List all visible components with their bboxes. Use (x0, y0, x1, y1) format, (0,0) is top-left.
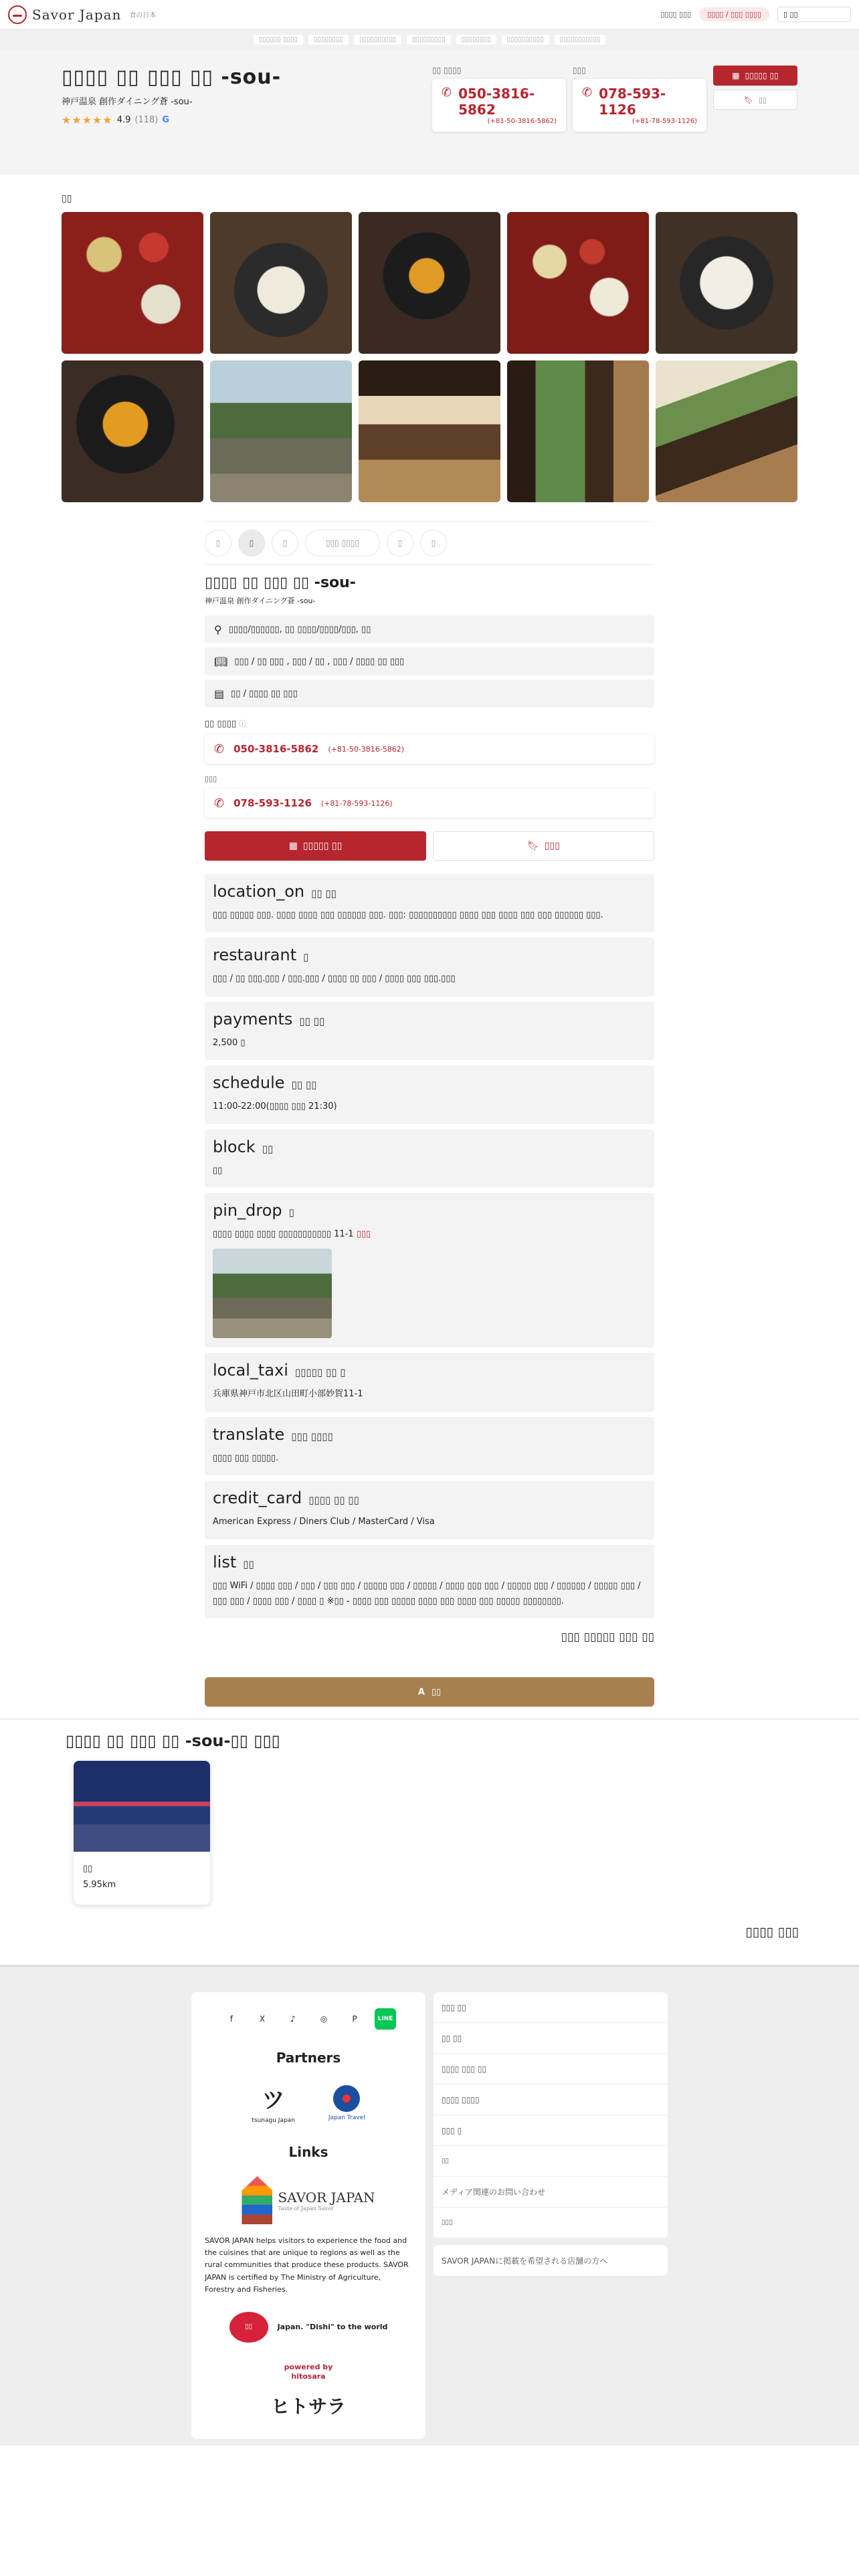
detail-text: ▯▯▯ / ▯▯ ▯▯▯.▯▯▯ / ▯▯▯.▯▯▯ / ▯▯▯▯ ▯▯ ▯▯▯ / ▯▯▯▯ ▯▯▯ ▯▯▯.▯▯▯ (213, 974, 456, 984)
main-content (205, 502, 654, 1707)
more-details-link[interactable]: ▯▯▯ ▯▯▯▯▯ ▯▯▯ ▯▯ (561, 1630, 654, 1644)
detail-card-price (205, 1002, 654, 1060)
social-links (205, 2008, 412, 2030)
detail-title: ▯ (288, 1206, 294, 1218)
translate-icon: translate (213, 1424, 285, 1444)
reserve-phone-label-text: ▯▯ ▯▯▯▯ (205, 718, 237, 729)
help-icon: ⓘ (239, 720, 247, 728)
calendar-icon: ▦ (288, 841, 298, 851)
calendar-icon: ▦ (732, 71, 740, 80)
map-link[interactable]: ▯▯▯ (356, 1228, 371, 1239)
menu-book-icon: 📖︎ (214, 655, 228, 668)
detail-title: ▯▯ ▯▯ (311, 887, 337, 899)
tsunagu-mark-icon: ツ (262, 2087, 285, 2115)
detail-card-closed (205, 1130, 654, 1188)
reserve-phone-row[interactable] (205, 734, 654, 764)
detail-card-access (205, 874, 654, 932)
facebook-icon[interactable]: f (229, 2014, 233, 2024)
save-button-label: ▯▯▯ (544, 841, 560, 851)
info-row-text: ▯▯▯▯/▯▯▯▯▯▯, ▯▯ ▯▯▯▯/▯▯▯▯/▯▯▯, ▯▯ (228, 624, 371, 635)
payments-icon: payments (213, 1009, 293, 1029)
breadcrumb-item[interactable]: ▯▯▯▯▯▯ ▯▯▯▯ (254, 35, 303, 45)
breadcrumb-item[interactable]: ▯▯▯▯▯▯▯▯▯ (407, 35, 451, 45)
hitosara-logo[interactable]: ヒトサラ (270, 2395, 346, 2418)
top-nav (660, 7, 851, 22)
inquiry-phone-label: ▯▯▯ (573, 66, 586, 75)
list-icon: list (213, 1552, 237, 1572)
footer-link[interactable]: メディア関連のお問い合わせ (434, 2177, 668, 2208)
partner-logos (205, 2082, 412, 2124)
powered-by (205, 2363, 412, 2382)
savor-name: SAVOR JAPAN (278, 2189, 375, 2206)
footer-link[interactable]: ▯▯▯ ▯▯ (434, 1992, 668, 2023)
reserve-phone-label-main (205, 718, 654, 729)
tsunagu-logo[interactable] (252, 2082, 295, 2124)
brand-subtitle: 食の日本 (129, 12, 157, 19)
translate-icon: A (417, 1687, 425, 1697)
detail-card-payment (205, 1481, 654, 1539)
line-icon[interactable]: LINE (375, 2008, 396, 2030)
breadcrumb-item[interactable]: ▯▯▯▯▯▯▯▯ (456, 35, 496, 45)
gallery-photo[interactable] (62, 360, 203, 502)
contact-area (432, 66, 797, 132)
tiktok-icon[interactable]: ♪ (290, 2014, 296, 2024)
photo-gallery (0, 212, 859, 502)
footer-link[interactable]: ▯▯▯ ▯ (434, 2115, 668, 2146)
inquiry-phone-intl: (+81-78-593-1126) (632, 118, 697, 125)
detail-text: ▯▯▯▯ ▯▯▯ ▯▯▯▯▯. (213, 1453, 279, 1463)
tab-3[interactable]: ▯ (272, 530, 298, 556)
see-more-link[interactable]: ▯▯▯▯ ▯▯▯ (745, 1925, 799, 1940)
restaurant-subtitle: 神戸温泉 創作ダイニング蒼 -sou- (62, 97, 193, 107)
nearby-section (0, 1719, 859, 1925)
powered-label: powered by (284, 2362, 333, 2371)
restaurant-name-main: ▯▯▯▯ ▯▯ ▯▯▯ ▯▯ -sou- (205, 574, 356, 591)
detail-title: ▯▯▯ ▯▯▯▯ (291, 1430, 333, 1442)
gallery-photo[interactable] (359, 212, 500, 354)
main-actions (205, 831, 654, 861)
detail-title: ▯▯▯▯▯ ▯▯ ▯ (294, 1366, 346, 1379)
detail-text: 2,500 ▯ (213, 1037, 246, 1048)
gallery-label: ▯▯ (62, 193, 72, 204)
inquiry-phone-col (573, 66, 706, 132)
reserve-button-label: ▯▯▯▯▯ ▯▯ (745, 71, 779, 80)
block-icon: block (213, 1137, 256, 1156)
brand[interactable] (8, 5, 156, 24)
detail-text: ▯▯▯ WiFi / ▯▯▯▯ ▯▯▯ / ▯▯▯ / ▯▯▯ ▯▯▯ / ▯▯▯▯▯ ▯▯▯ / ▯▯▯▯▯ / ▯▯▯▯ ▯▯▯ ▯▯▯ / ▯▯▯▯▯ ▯▯▯ / ▯▯▯▯▯▯ / ▯▯▯▯▯ ▯▯▯ / ▯▯▯ ▯▯▯ / ▯▯▯▯ ▯▯▯ / ▯▯▯▯ ▯ ※▯▯ - ▯▯▯▯ ▯▯▯ ▯▯▯▯▯ ▯▯▯▯ ▯▯▯ ▯▯▯▯ ▯▯▯ ▯▯▯▯▯ ▯▯▯▯▯▯▯▯. (213, 1580, 641, 1606)
breadcrumb-item[interactable]: ▯▯▯▯▯▯▯▯▯▯▯ (555, 35, 606, 45)
language-select[interactable]: ▯ ▯▯ (777, 7, 851, 22)
inquiry-phone-row[interactable] (205, 788, 654, 818)
rating-value: 4.9 (116, 115, 131, 125)
x-icon[interactable]: X (259, 2014, 266, 2024)
restaurant-subtitle-main: 神戸温泉 創作ダイニング蒼 -sou- (205, 597, 316, 605)
reserve-phone-col (432, 66, 566, 132)
detail-text: American Express / Diners Club / MasterCard / Visa (213, 1517, 435, 1527)
tab-4[interactable]: ▯▯▯ ▯▯▯▯ (305, 530, 380, 556)
tab-6[interactable]: ▯ (420, 530, 447, 556)
gallery-photo[interactable] (210, 360, 352, 502)
save-button-label: ▯▯ (758, 95, 767, 104)
footer-link-restaurant-owners[interactable]: SAVOR JAPANに掲載を希望される店舗の方へ (434, 2245, 668, 2276)
credit-card-icon: credit_card (213, 1489, 302, 1508)
reserve-button[interactable] (713, 66, 797, 86)
gallery-photo[interactable] (656, 212, 797, 354)
tab-5[interactable]: ▯ (387, 530, 413, 556)
schedule-icon: schedule (213, 1073, 285, 1093)
gallery-photo[interactable] (359, 360, 500, 502)
phone-icon: ✆ (442, 86, 452, 100)
footer-description: SAVOR JAPAN helps visitors to experience the food and the cuisines that are unique to regions as well as the rural communities that produce these products. SAVOR JAPAN is certified by The Ministry of Agriculture, Forestry and Fisheries. (205, 2236, 409, 2294)
info-row-hours[interactable] (205, 679, 654, 708)
reserve-phone-intl: (+81-50-3816-5862) (487, 118, 557, 125)
hero-title-block (62, 66, 281, 132)
address-text: ▯▯▯▯ ▯▯▯▯ ▯▯▯▯ ▯▯▯▯▯▯▯▯▯▯▯ 11-1 (213, 1228, 354, 1239)
brand-logo-icon (8, 5, 27, 24)
detail-text: 11:00-22:00(▯▯▯▯ ▯▯▯ 21:30) (213, 1101, 337, 1112)
info-row-text: ▯▯▯ / ▯▯ ▯▯▯ , ▯▯▯ / ▯▯ , ▯▯▯ / ▯▯▯▯ ▯▯ ▯▯▯ (234, 656, 405, 667)
bookmark-icon: 🔖︎ (527, 841, 539, 851)
inquiry-phone-card[interactable] (573, 79, 706, 132)
nearby-card-body (74, 1852, 210, 1905)
detail-title: ▯▯▯▯ ▯▯ ▯▯ (308, 1494, 359, 1507)
savor-tagline: Taste of Japan Savor (278, 2205, 334, 2212)
restaurant-name: ▯▯▯▯ ▯▯ ▯▯▯ ▯▯ -sou- (62, 66, 282, 89)
detail-title: ▯▯ (262, 1142, 274, 1155)
footer-link[interactable]: ▯▯▯▯ ▯▯▯▯ (434, 2084, 668, 2115)
breadcrumb (0, 29, 859, 49)
translate-button-label: ▯▯ (431, 1687, 442, 1697)
detail-card-cuisine (205, 938, 654, 996)
calendar-icon: ▤ (214, 687, 225, 700)
bookmark-icon: 🔖︎ (743, 95, 753, 104)
translate-button[interactable] (205, 1677, 654, 1707)
inquiry-phone-label-main: ▯▯▯ (205, 774, 217, 783)
detail-card-hours (205, 1065, 654, 1123)
detail-card-taxi (205, 1353, 654, 1411)
address-line (213, 1226, 646, 1242)
phone-icon: ✆ (214, 796, 225, 811)
reserve-phone-card[interactable] (432, 79, 566, 132)
save-button[interactable] (713, 90, 797, 110)
maff-logos[interactable] (205, 2312, 412, 2343)
reserve-phone-label: ▯▯ ▯▯▯▯ (432, 66, 462, 75)
detail-title: ▯▯ ▯▯ (299, 1014, 325, 1027)
footer-links (434, 1992, 668, 2439)
japantravel-logo[interactable] (328, 2085, 365, 2121)
save-button-main[interactable] (433, 831, 654, 861)
gallery-photo[interactable] (507, 360, 649, 502)
phone-icon: ✆ (214, 742, 225, 756)
footer-link[interactable]: ▯▯ ▯▯ (434, 2023, 668, 2054)
detail-card-features (205, 1545, 654, 1619)
reserve-button-label: ▯▯▯▯▯ ▯▯ (302, 841, 343, 851)
nearby-distance: 5.95km (83, 1879, 116, 1890)
gallery-photo[interactable] (62, 212, 203, 354)
detail-text: 兵庫県神戸市北区山田町小部妙賀11-1 (213, 1389, 363, 1400)
reserve-phone-intl-main: (+81-50-3816-5862) (328, 744, 405, 754)
review-count: (118) (134, 115, 159, 125)
footer-link[interactable]: ▯▯▯ (434, 2208, 668, 2238)
location-on-icon: location_on (213, 882, 305, 901)
detail-title: ▯ (303, 951, 309, 964)
footer-link[interactable]: ▯▯ (434, 2146, 668, 2177)
info-row-location[interactable] (205, 615, 654, 643)
links-title: Links (288, 2144, 328, 2161)
star-rating-icon: ★★★★★ (62, 114, 113, 126)
inquiry-phone-number-main: 078-593-1126 (233, 797, 312, 809)
info-row-text: ▯▯ / ▯▯▯▯ ▯▯ ▯▯▯ (231, 688, 298, 699)
pin-drop-icon: pin_drop (213, 1200, 282, 1220)
nearby-name: ▯▯ (83, 1864, 93, 1874)
local-taxi-icon: local_taxi (213, 1361, 288, 1380)
nearby-photo (74, 1761, 210, 1852)
pinterest-icon[interactable]: P (352, 2014, 357, 2024)
inquiry-phone-text (599, 86, 697, 125)
tsunagu-caption: tsunagu Japan (252, 2117, 295, 2125)
footer-card (191, 1992, 425, 2439)
exterior-photo[interactable] (213, 1249, 332, 1338)
maff-text: Japan. "Dishi" to the world (277, 2323, 388, 2332)
section-tabs (205, 521, 654, 565)
partners-title: Partners (276, 2050, 341, 2066)
detail-card-language (205, 1417, 654, 1475)
info-row-cuisine[interactable] (205, 647, 654, 675)
breadcrumb-item[interactable]: ▯▯▯▯▯▯▯▯▯▯ (354, 35, 401, 45)
inquiry-phone-number: 078-593-1126 (599, 86, 666, 118)
savor-wordmark (278, 2189, 375, 2212)
detail-text: ▯▯ (213, 1165, 223, 1176)
top-bar (0, 0, 859, 29)
footer-link[interactable]: ▯▯▯▯ ▯▯▯ ▯▯ (434, 2054, 668, 2084)
tab-1[interactable]: ▯ (205, 530, 231, 556)
rating[interactable] (62, 114, 281, 126)
restaurant-icon: restaurant (213, 946, 297, 965)
hero-buttons (713, 66, 797, 110)
google-icon: G (162, 115, 170, 125)
japantravel-caption: Japan Travel (328, 2114, 365, 2121)
tab-2[interactable]: ▯ (238, 530, 265, 556)
nearby-title: ▯▯▯▯ ▯▯ ▯▯▯ ▯▯ -sou-▯▯ ▯▯▯ (66, 1731, 280, 1751)
savor-japan-logo[interactable] (205, 2176, 412, 2224)
reserve-phone-number: 050-3816-5862 (458, 86, 535, 118)
gallery-photo[interactable] (656, 360, 797, 502)
reserve-phone-number-main: 050-3816-5862 (233, 743, 319, 755)
phone-icon: ✆ (582, 86, 593, 100)
location-pin-icon: ⚲ (214, 623, 222, 636)
nearby-card[interactable] (74, 1761, 210, 1905)
powered-name: hitosara (291, 2372, 326, 2381)
detail-title: ▯▯ (243, 1558, 254, 1570)
footer (0, 1965, 859, 2446)
detail-card-address (205, 1193, 654, 1348)
inquiry-phone-intl-main: (+81-78-593-1126) (320, 798, 393, 808)
reserve-button-main[interactable] (205, 831, 426, 861)
reserve-phone-text (458, 86, 557, 125)
footer-link-list (434, 1992, 668, 2238)
savor-mark-icon (242, 2176, 272, 2224)
brand-name: Savor Japan (32, 6, 122, 23)
breadcrumb-item[interactable]: ▯▯▯▯▯▯▯▯▯▯ (502, 35, 549, 45)
restaurant-hero (0, 49, 859, 175)
nav-link-2[interactable]: ▯▯▯▯ / ▯▯▯ ▯▯▯▯ (699, 7, 769, 21)
breadcrumb-item[interactable]: ▯▯▯▯▯▯▯▯ (308, 35, 349, 45)
detail-title: ▯▯ ▯▯ (291, 1079, 317, 1091)
maff-badge-icon: ▯▯ (229, 2312, 268, 2343)
japantravel-mark-icon (333, 2085, 360, 2112)
gallery-photo[interactable] (507, 212, 649, 354)
gallery-photo[interactable] (210, 212, 352, 354)
instagram-icon[interactable]: ◎ (320, 2014, 328, 2024)
detail-text: ▯▯▯ ▯▯▯▯▯ ▯▯▯. ▯▯▯▯ ▯▯▯▯ ▯▯▯ ▯▯▯▯▯▯ ▯▯▯. ▯▯▯: ▯▯▯▯▯▯▯▯▯▯ ▯▯▯▯ ▯▯▯ ▯▯▯▯ ▯▯▯ ▯▯▯ ▯▯▯▯▯▯ ▯▯▯. (213, 910, 603, 920)
nav-link-1[interactable]: ▯▯▯▯ ▯▯▯ (660, 10, 692, 19)
